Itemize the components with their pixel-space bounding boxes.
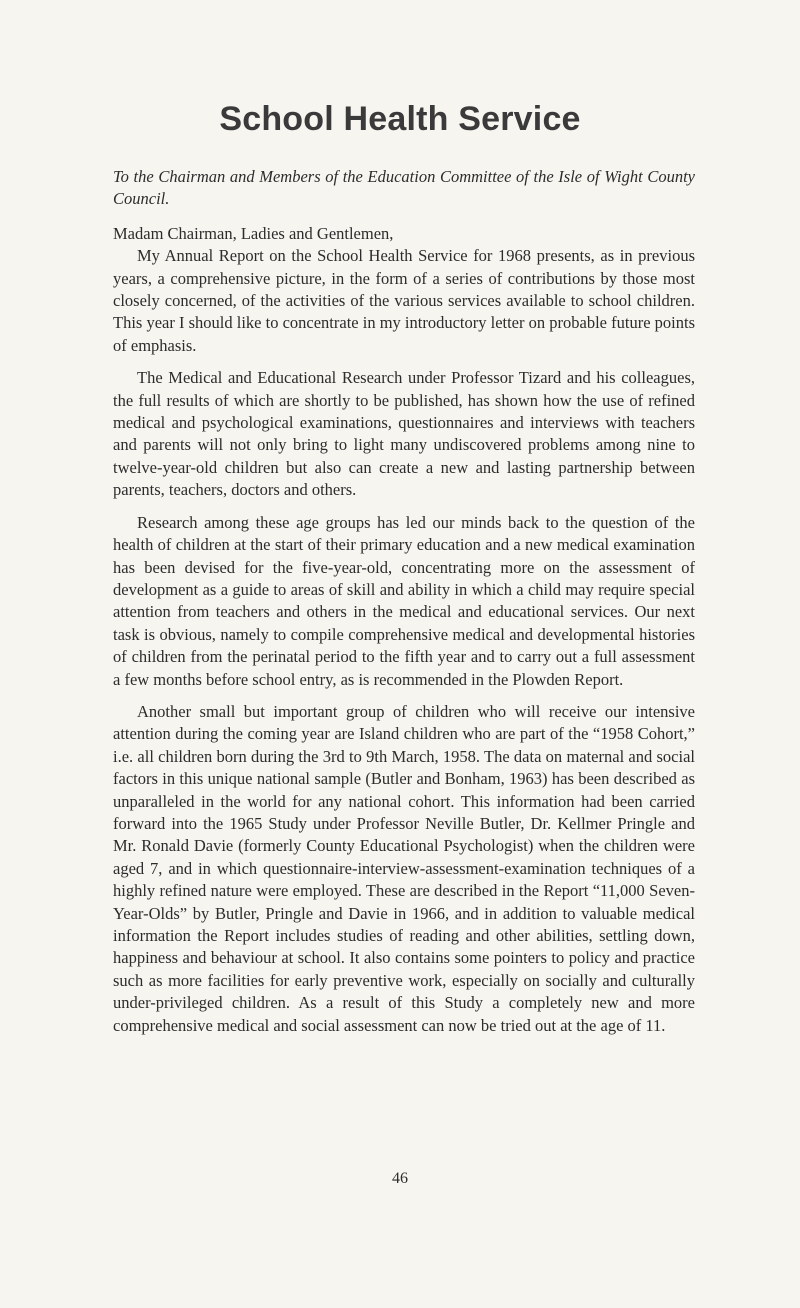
salutation: Madam Chairman, Ladies and Gentlemen, — [113, 223, 394, 243]
paragraph-3: Research among these age groups has led our minds back to the question of the health of children at the start of their primary education and a new medical examination has been devised for the five-year-old, concentrating more on the assessment of development as a guide to areas of skill and ability in which a child may require special attention from teachers and others in the medical and educational services. Our next task is obvious, namely to compile comprehensive medical and developmental histories of children from the perinatal period to the fifth year and to carry out a full assessment a few months before school entry, as is recommended in the Plowden Report. — [113, 512, 695, 689]
address-line: To the Chairman and Members of the Education Committee of the Isle of Wight County Council. — [113, 167, 695, 209]
paragraph-2: The Medical and Educational Research under Professor Tizard and his colleagues, the full results of which are shortly to be published, has shown how the use of refined medical and psychological examinations, questionnaires and interviews with teachers and parents will not only bring to light many undiscovered problems among nine to twelve-year-old children but also can create a new and lasting partnership between parents, teachers, doctors and others. — [113, 368, 695, 500]
paragraph-4: Another small but important group of children who will receive our intensive attention during the coming year are Island children who are part of the “1958 Cohort,” i.e. all children born during the 3rd to 9th March, 1958. The data on maternal and social factors in this unique national sample (Butler and Bonham, 1963) has been described as unparalleled in the world for any national cohort. This information had been carried forward into the 1965 Study under Professor Neville Butler, Dr. Kellmer Pringle and Mr. Ronald Davie (formerly County Educational Psychologist) when the children were aged 7, and in which questionnaire-interview-assessment-examination techniques of a highly refined nature were employed. These are described in the Report “11,000 Seven-Year-Olds” by Butler, Pringle and Davie in 1966, and in addition to valuable medical information the Report includes studies of reading and other abilities, settling down, happiness and behaviour at school. It also contains some pointers to policy and practice such as more facilities for early preventive work, especially on socially and culturally under-privileged children. As a result of this Study a completely new and more comprehensive medical and social assessment can now be tried out at the age of 11. — [113, 701, 695, 1035]
page-number: 46 — [392, 1170, 408, 1187]
page-title: School Health Service — [219, 100, 581, 138]
letter-body — [113, 166, 695, 1047]
paragraph-1: My Annual Report on the School Health Service for 1968 presents, as in previous years, a comprehensive picture, in the form of a series of contributions by those most closely concerned, of the activities of the various services available to school children. This year I should like to concentrate in my introductory letter on probable future points of emphasis. — [113, 246, 695, 355]
